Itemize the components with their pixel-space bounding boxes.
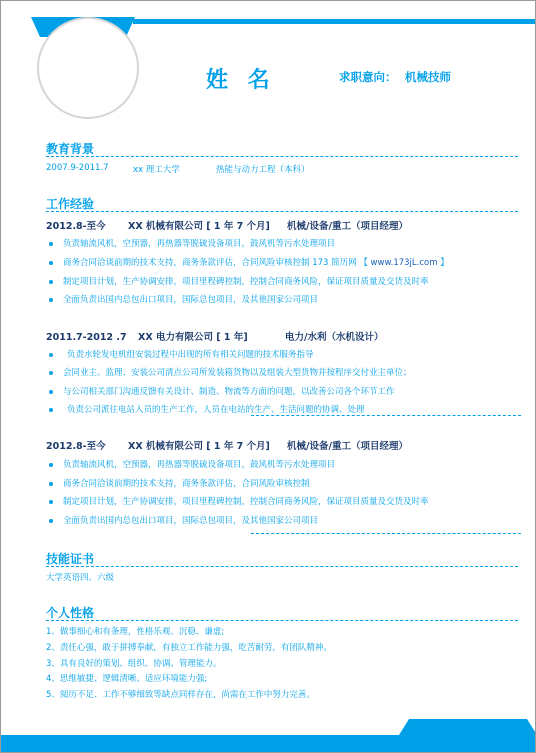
job-2-item-2: 会同业主、监理、安装公司清点公司所发装箱货物以及组装大型货物并按程序交付业主单位； (63, 368, 412, 378)
job-1-company: XX 机械有限公司 [ 1 年 7 个月] (128, 221, 270, 232)
job-3-item-2: 商务合同洽谈前期的技术支持，商务条款评估，合同风险审核控制 (63, 479, 310, 489)
bullet-icon (49, 408, 53, 412)
personality-item-5: 5、阅历不足、工作不够细致等缺点同样存在，尚需在工作中努力完善。 (46, 690, 315, 700)
personality-item-4: 4、思维敏捷、逻辑清晰、适应环境能力强; (46, 674, 208, 684)
bottom-decoration-bar (1, 735, 535, 752)
bullet-icon (49, 242, 53, 246)
skills-title: 技能证书 (46, 552, 95, 566)
education-school: xx 理工大学 (133, 165, 180, 175)
job-2-company: XX 电力有限公司 [ 1 年] (138, 332, 248, 343)
education-divider (46, 156, 518, 157)
personality-item-3: 3、具有良好的策划、组织、协调、管理能力。 (46, 659, 222, 669)
bullet-icon (49, 482, 53, 486)
job-3-item-1: 负责轴流风机，空预器，再热器等脱硫设备项目，鼓风机等污水处理项目 (63, 460, 336, 470)
job-3-company: XX 机械有限公司 [ 1 年 7 个月] (128, 441, 270, 452)
job-2-item-3: 与公司相关部门沟通反馈有关设计、制造、物流等方面的问题，以改善公司各个环节工作 (63, 387, 395, 397)
job-1-item-4: 全面负责出国内总包出口项目，国际总包项目，及其他国家公司项目 (63, 295, 319, 305)
bullet-icon (49, 519, 53, 523)
personality-title: 个人性格 (46, 606, 95, 620)
work-divider (46, 211, 518, 212)
job-2-item-4: 负责公司派往电站入员的生产工作，人员在电站的生产、生活问题的协调、处理 (67, 405, 365, 415)
job-1-item-3: 制定项目计划，生产协调安排，项目里程碑控制，控制合同商务风险，保证项目质量及交货及时率 (63, 277, 429, 287)
website-url-link[interactable]: www.173jL.com (370, 258, 438, 268)
job-intent-value: 机械技师 (405, 70, 451, 84)
job-3-position: 机械/设备/重工（项目经理） (287, 441, 408, 452)
job-1-item-2: 商务合同洽谈前期的技术支持，商务条款评估，合同风险审核控制 173 简历网 【 www.173jL.com 】 (63, 258, 449, 268)
bullet-icon (49, 371, 53, 375)
avatar-photo-placeholder (37, 17, 139, 119)
skills-content: 大学英语四、六级 (46, 573, 115, 583)
bottom-decoration-tab (399, 719, 536, 735)
top-decoration-bar (133, 19, 535, 24)
job-1-position: 机械/设备/重工（项目经理） (287, 221, 408, 232)
job-1-item-1: 负责轴流风机，空预器，再热器等脱硫设备项目，鼓风机等污水处理项目 (63, 239, 336, 249)
job-2-divider (251, 415, 521, 416)
job-3-period: 2012.8-至今 (46, 441, 106, 452)
job-2-position: 电力/水利（水机设计） (285, 332, 384, 343)
personality-item-1: 1、做事细心和有条理，性格乐观、沉稳、谦虚; (46, 627, 225, 637)
bullet-icon (49, 298, 53, 302)
job-3-item-3: 制定项目计划，生产协调安排，项目里程碑控制，控制合同商务风险，保证项目质量及交货及时率 (63, 497, 429, 507)
bullet-icon (49, 353, 53, 357)
job-1-header (46, 218, 408, 232)
bullet-icon (49, 261, 53, 265)
job-2-item-1: 负责水轮发电机组安装过程中出现的所有相关问题的技术服务指导 (67, 350, 314, 360)
job-3-divider (251, 533, 521, 534)
personality-divider (46, 620, 518, 621)
personality-item-2: 2、责任心强，敢于拼搏奉献，有独立工作能力强，吃苦耐劳，有团队精神。 (46, 643, 332, 653)
job-1-period: 2012.8-至今 (46, 221, 106, 232)
bullet-icon (49, 390, 53, 394)
job-3-header (46, 438, 408, 452)
job-intent-label: 求职意向： (339, 70, 397, 84)
job-2-header (46, 329, 383, 343)
job-1-item-2-text: 商务合同洽谈前期的技术支持，商务条款评估，合同风险审核控制 173 简历网 (63, 258, 357, 268)
job-2-period: 2011.7-2012 .7 (46, 332, 127, 343)
bullet-icon (49, 463, 53, 467)
education-title: 教育背景 (46, 142, 95, 156)
candidate-name: 姓 名 (206, 68, 276, 93)
education-major: 热能与动力工程（本科） (216, 165, 310, 175)
bullet-icon (49, 280, 53, 284)
skills-divider (46, 566, 518, 567)
job-3-item-4: 全面负责出国内总包出口项目，国际总包项目，及其他国家公司项目 (63, 516, 319, 526)
bullet-icon (49, 500, 53, 504)
education-period: 2007.9-2011.7 (46, 163, 109, 173)
work-title: 工作经验 (46, 197, 95, 211)
